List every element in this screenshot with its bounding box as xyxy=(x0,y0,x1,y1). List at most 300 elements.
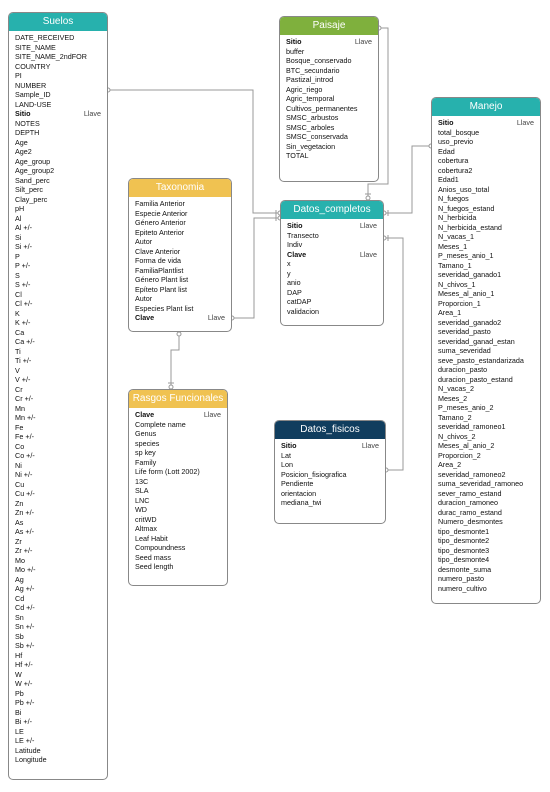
field-row xyxy=(438,147,540,157)
field-name: Autor xyxy=(135,294,153,303)
field-name: Sitio xyxy=(281,441,297,450)
field-name: SITE_NAME_2ndFOR xyxy=(15,52,87,61)
field-name: total_bosque xyxy=(438,127,480,137)
field-row xyxy=(438,479,540,489)
field-name: COUNTRY xyxy=(15,61,51,71)
field-row xyxy=(438,422,540,432)
field-row xyxy=(438,213,540,223)
field-name: Sand_perc xyxy=(15,175,50,185)
entity-paisaje[interactable] xyxy=(279,16,379,182)
field-row xyxy=(438,223,540,233)
field-name: SLA xyxy=(135,486,149,495)
field-name: W xyxy=(15,669,22,679)
field-row xyxy=(286,66,378,76)
field-name: Si +/- xyxy=(15,242,32,251)
field-name: SITE_NAME xyxy=(15,42,56,52)
field-row xyxy=(15,204,107,214)
field-name: Posicion_fisiografica xyxy=(281,469,347,479)
field-name: DEPTH xyxy=(15,128,40,137)
field-name: sever_ramo_estand xyxy=(438,488,502,498)
field-row xyxy=(15,613,107,623)
field-name: Zn +/- xyxy=(15,508,34,517)
field-row xyxy=(438,318,540,328)
field-row xyxy=(15,147,107,157)
field-name: severidad_ganad_estan xyxy=(438,336,515,346)
field-name: Epíteto Plant list xyxy=(135,284,187,294)
field-name: Transecto xyxy=(287,230,319,240)
field-name: Clave Anterior xyxy=(135,246,181,256)
field-row xyxy=(15,660,107,670)
field-row xyxy=(135,266,231,276)
field-row xyxy=(15,52,107,62)
field-name: Co +/- xyxy=(15,451,35,460)
field-row xyxy=(287,240,383,250)
field-row xyxy=(438,270,540,280)
field-row xyxy=(135,562,227,572)
field-list xyxy=(129,408,227,572)
field-name: LE xyxy=(15,726,24,736)
field-name: Cl xyxy=(15,289,22,299)
field-name: Cr xyxy=(15,384,23,394)
field-name: cobertura xyxy=(438,156,469,165)
field-name: anio xyxy=(287,278,301,287)
field-row xyxy=(286,37,378,47)
field-name: Bi +/- xyxy=(15,717,32,726)
field-row xyxy=(15,328,107,338)
field-name: numero_pasto xyxy=(438,574,484,583)
field-name: Forma de vida xyxy=(135,256,181,265)
field-name: Pastizal_introd xyxy=(286,75,334,84)
field-name: orientacion xyxy=(281,488,317,498)
field-name: Agric_riego xyxy=(286,84,323,94)
field-name: S +/- xyxy=(15,280,31,289)
field-row xyxy=(135,439,227,449)
field-name: Proporcion_2 xyxy=(438,450,481,460)
key-label: Llave xyxy=(516,118,534,127)
field-row xyxy=(15,603,107,613)
field-row xyxy=(135,285,231,295)
field-row xyxy=(15,736,107,746)
field-row xyxy=(286,47,378,57)
field-row xyxy=(15,622,107,632)
field-name: Tamano_2 xyxy=(438,412,472,422)
field-name: Género Plant list xyxy=(135,275,189,284)
field-list xyxy=(129,197,231,323)
field-name: N_chivos_2 xyxy=(438,431,476,441)
field-row xyxy=(135,247,231,257)
field-row xyxy=(135,199,231,209)
field-name: V +/- xyxy=(15,375,31,384)
field-row xyxy=(15,33,107,43)
field-name: LAND-USE xyxy=(15,99,52,109)
field-name: Bosque_conservado xyxy=(286,56,352,65)
field-name: Meses_al_anio_1 xyxy=(438,289,495,298)
field-name: Life form (Lott 2002) xyxy=(135,467,200,476)
field-name: Compoundness xyxy=(135,543,186,552)
field-row xyxy=(135,534,227,544)
field-row xyxy=(438,356,540,366)
field-row xyxy=(15,318,107,328)
field-name: Sitio xyxy=(438,118,454,127)
field-name: W +/- xyxy=(15,679,33,688)
field-row xyxy=(135,543,227,553)
field-row xyxy=(438,232,540,242)
field-row xyxy=(15,385,107,395)
field-row xyxy=(15,128,107,138)
field-row xyxy=(15,366,107,376)
field-row xyxy=(135,256,231,266)
field-row xyxy=(281,470,385,480)
field-name: As xyxy=(15,517,24,527)
field-name: seve_pasto_estandarizada xyxy=(438,355,524,365)
field-row xyxy=(286,142,378,152)
field-row xyxy=(15,556,107,566)
field-row xyxy=(15,727,107,737)
field-row xyxy=(438,327,540,337)
field-row xyxy=(15,299,107,309)
field-row xyxy=(438,156,540,166)
field-name: critWD xyxy=(135,514,157,524)
field-row xyxy=(438,194,540,204)
field-row xyxy=(15,575,107,585)
field-row xyxy=(135,486,227,496)
field-name: Longitude xyxy=(15,755,47,764)
field-name: Ca +/- xyxy=(15,337,35,346)
field-name: Age_group xyxy=(15,156,51,166)
field-row xyxy=(281,489,385,499)
field-row xyxy=(438,166,540,176)
field-name: severidad_ganado2 xyxy=(438,317,502,327)
field-name: Anios_uso_total xyxy=(438,184,490,194)
field-name: Altmax xyxy=(135,524,157,533)
field-row xyxy=(15,242,107,252)
field-name: Familia Anterior xyxy=(135,199,185,208)
field-name: Ti +/- xyxy=(15,356,32,365)
key-label: Llave xyxy=(83,109,101,118)
field-name: y xyxy=(287,268,291,278)
field-name: N_fuegos_estand xyxy=(438,203,495,213)
field-row xyxy=(15,166,107,176)
field-row xyxy=(281,451,385,461)
field-name: Leaf Habit xyxy=(135,533,168,543)
entity-datos-completos[interactable] xyxy=(280,200,384,326)
field-row xyxy=(15,746,107,756)
field-name: K xyxy=(15,308,20,318)
field-row xyxy=(15,679,107,689)
field-name: duracion_ramoneo xyxy=(438,498,498,507)
field-name: Sn xyxy=(15,612,24,622)
field-row xyxy=(286,94,378,104)
field-name: Indiv xyxy=(287,240,303,249)
field-row xyxy=(15,119,107,129)
field-row xyxy=(286,104,378,114)
field-row xyxy=(15,337,107,347)
field-row xyxy=(15,489,107,499)
field-row xyxy=(15,347,107,357)
field-name: Lat xyxy=(281,450,291,460)
field-name: buffer xyxy=(286,46,305,56)
field-name: FamiliaPlantlist xyxy=(135,265,184,275)
field-row xyxy=(135,458,227,468)
field-name: Al xyxy=(15,213,22,223)
field-name: Fe +/- xyxy=(15,432,34,441)
key-label: Llave xyxy=(203,410,221,419)
entity-title: Paisaje xyxy=(280,17,378,35)
field-row xyxy=(438,365,540,375)
field-row xyxy=(15,195,107,205)
field-row xyxy=(15,223,107,233)
field-row xyxy=(438,204,540,214)
field-row xyxy=(281,441,385,451)
field-row xyxy=(438,346,540,356)
field-row xyxy=(287,259,383,269)
field-row xyxy=(438,517,540,527)
field-row xyxy=(15,755,107,765)
field-name: severidad_ramoneo2 xyxy=(438,469,506,479)
field-name: Sample_ID xyxy=(15,90,51,99)
field-name: Co xyxy=(15,441,25,451)
key-label: Llave xyxy=(207,313,225,322)
field-row xyxy=(438,261,540,271)
field-row xyxy=(135,304,231,314)
field-name: K +/- xyxy=(15,318,31,327)
field-name: Al +/- xyxy=(15,223,32,232)
field-row xyxy=(135,313,231,323)
key-label: Llave xyxy=(361,441,379,450)
field-name: Cl +/- xyxy=(15,299,33,308)
field-row xyxy=(135,448,227,458)
field-name: LE +/- xyxy=(15,736,35,745)
field-name: Cr +/- xyxy=(15,394,34,403)
entity-title: Datos_fisicos xyxy=(275,421,385,439)
field-name: N_fuegos xyxy=(438,194,469,203)
entity-title: Manejo xyxy=(432,98,540,116)
field-name: Sitio xyxy=(286,37,302,46)
field-row xyxy=(15,632,107,642)
field-name: Pb +/- xyxy=(15,698,35,707)
field-name: P_meses_anio_2 xyxy=(438,403,494,412)
field-row xyxy=(438,470,540,480)
field-row xyxy=(438,375,540,385)
field-name: Mn +/- xyxy=(15,413,36,422)
field-name: Ag +/- xyxy=(15,584,35,593)
field-row xyxy=(286,132,378,142)
field-row xyxy=(15,432,107,442)
field-row xyxy=(135,429,227,439)
field-row xyxy=(15,670,107,680)
field-name: S xyxy=(15,270,20,280)
field-row xyxy=(15,461,107,471)
field-name: Clave xyxy=(135,313,155,322)
field-row xyxy=(438,460,540,470)
field-row xyxy=(15,413,107,423)
field-name: species xyxy=(135,438,160,448)
field-name: Género Anterior xyxy=(135,218,186,227)
field-row xyxy=(15,480,107,490)
field-name: DATE_RECEIVED xyxy=(15,33,75,42)
field-name: Epiteto Anterior xyxy=(135,227,185,237)
field-name: suma_severidad_ramoneo xyxy=(438,479,524,488)
field-row xyxy=(15,109,107,119)
field-name: suma_severidad xyxy=(438,346,491,355)
field-row xyxy=(438,394,540,404)
field-row xyxy=(15,138,107,148)
field-name: catDAP xyxy=(287,297,312,306)
field-row xyxy=(15,698,107,708)
field-row xyxy=(438,489,540,499)
field-row xyxy=(438,584,540,594)
field-row xyxy=(135,228,231,238)
entity-taxonomia[interactable] xyxy=(128,178,232,332)
field-row xyxy=(438,299,540,309)
field-name: Edad xyxy=(438,146,455,156)
field-name: SMSC_arbustos xyxy=(286,113,339,122)
field-row xyxy=(287,269,383,279)
field-row xyxy=(286,113,378,123)
field-name: Ti xyxy=(15,346,21,356)
field-row xyxy=(135,209,231,219)
field-row xyxy=(135,515,227,525)
link-manejo-datos-completos xyxy=(384,146,431,213)
field-list xyxy=(432,116,540,593)
field-row xyxy=(15,546,107,556)
field-row xyxy=(135,467,227,477)
field-row xyxy=(15,394,107,404)
field-row xyxy=(15,261,107,271)
entity-manejo[interactable] xyxy=(431,97,541,604)
field-row xyxy=(15,176,107,186)
field-name: Clave xyxy=(287,249,307,259)
entity-suelos[interactable] xyxy=(8,12,108,780)
field-row xyxy=(15,271,107,281)
field-row xyxy=(438,308,540,318)
field-name: severidad_ganado1 xyxy=(438,270,502,279)
field-row xyxy=(135,496,227,506)
field-row xyxy=(135,553,227,563)
field-name: tipo_desmonte4 xyxy=(438,555,490,564)
field-row xyxy=(15,375,107,385)
field-row xyxy=(15,309,107,319)
field-row xyxy=(15,565,107,575)
field-name: Especie Anterior xyxy=(135,208,188,218)
entity-datos-fisicos[interactable] xyxy=(274,420,386,524)
field-name: Pb xyxy=(15,688,24,698)
field-name: Bi xyxy=(15,707,22,717)
field-name: N_vacas_1 xyxy=(438,232,474,241)
field-row xyxy=(15,470,107,480)
field-row xyxy=(438,574,540,584)
field-row xyxy=(15,214,107,224)
field-name: NOTES xyxy=(15,118,40,128)
field-name: durac_ramo_estand xyxy=(438,507,502,517)
field-name: Family xyxy=(135,457,157,467)
field-row xyxy=(15,508,107,518)
field-name: Zn xyxy=(15,498,24,508)
field-row xyxy=(15,404,107,414)
field-name: duracion_pasto_estand xyxy=(438,374,513,384)
field-row xyxy=(438,337,540,347)
field-row xyxy=(15,518,107,528)
field-row xyxy=(287,231,383,241)
key-label: Llave xyxy=(359,249,377,259)
field-name: Cd +/- xyxy=(15,603,35,612)
field-name: Complete name xyxy=(135,419,186,429)
field-row xyxy=(438,175,540,185)
entity-rasgos-funcionales[interactable] xyxy=(128,389,228,586)
field-row xyxy=(286,85,378,95)
field-row xyxy=(15,689,107,699)
field-name: Age_group2 xyxy=(15,166,55,175)
field-name: x xyxy=(287,259,291,268)
field-row xyxy=(15,157,107,167)
field-row xyxy=(135,505,227,515)
field-name: P +/- xyxy=(15,261,31,270)
field-row xyxy=(438,565,540,575)
field-row xyxy=(15,499,107,509)
field-name: Mo xyxy=(15,555,25,565)
field-name: Ca xyxy=(15,327,25,337)
field-name: Meses_1 xyxy=(438,241,468,251)
field-row xyxy=(15,356,107,366)
field-row xyxy=(287,250,383,260)
field-name: Seed mass xyxy=(135,552,171,562)
field-name: N_chivos_1 xyxy=(438,279,476,289)
field-name: Zr +/- xyxy=(15,546,33,555)
field-row xyxy=(135,275,231,285)
field-name: validacion xyxy=(287,306,319,316)
field-row xyxy=(438,508,540,518)
field-name: duracion_pasto xyxy=(438,365,488,374)
field-name: Edad1 xyxy=(438,175,459,184)
field-row xyxy=(287,307,383,317)
field-row xyxy=(287,221,383,231)
field-name: LNC xyxy=(135,495,150,505)
field-row xyxy=(15,527,107,537)
field-name: Cultivos_permanentes xyxy=(286,103,358,113)
field-row xyxy=(287,288,383,298)
field-row xyxy=(15,290,107,300)
field-name: Pendiente xyxy=(281,479,314,488)
field-row xyxy=(438,185,540,195)
field-name: Sitio xyxy=(287,221,303,230)
field-name: Fe xyxy=(15,422,24,432)
field-name: pH xyxy=(15,204,25,213)
field-row xyxy=(135,524,227,534)
field-row xyxy=(15,90,107,100)
field-row xyxy=(135,477,227,487)
field-row xyxy=(15,451,107,461)
field-list xyxy=(9,31,107,765)
field-name: Area_1 xyxy=(438,308,462,317)
field-name: Proporcion_1 xyxy=(438,298,481,308)
field-name: TOTAL xyxy=(286,151,309,160)
field-name: N_herbicida xyxy=(438,213,477,222)
field-name: Ag xyxy=(15,574,24,584)
field-name: tipo_desmonte2 xyxy=(438,536,490,545)
field-row xyxy=(15,717,107,727)
field-row xyxy=(15,641,107,651)
field-name: Cd xyxy=(15,593,25,603)
field-name: Sb +/- xyxy=(15,641,35,650)
field-row xyxy=(15,252,107,262)
field-row xyxy=(438,536,540,546)
field-row xyxy=(438,128,540,138)
field-name: SMSC_conservada xyxy=(286,132,348,141)
field-name: NUMBER xyxy=(15,80,47,90)
field-name: Ni xyxy=(15,460,22,470)
field-name: Cu +/- xyxy=(15,489,35,498)
field-row xyxy=(438,289,540,299)
